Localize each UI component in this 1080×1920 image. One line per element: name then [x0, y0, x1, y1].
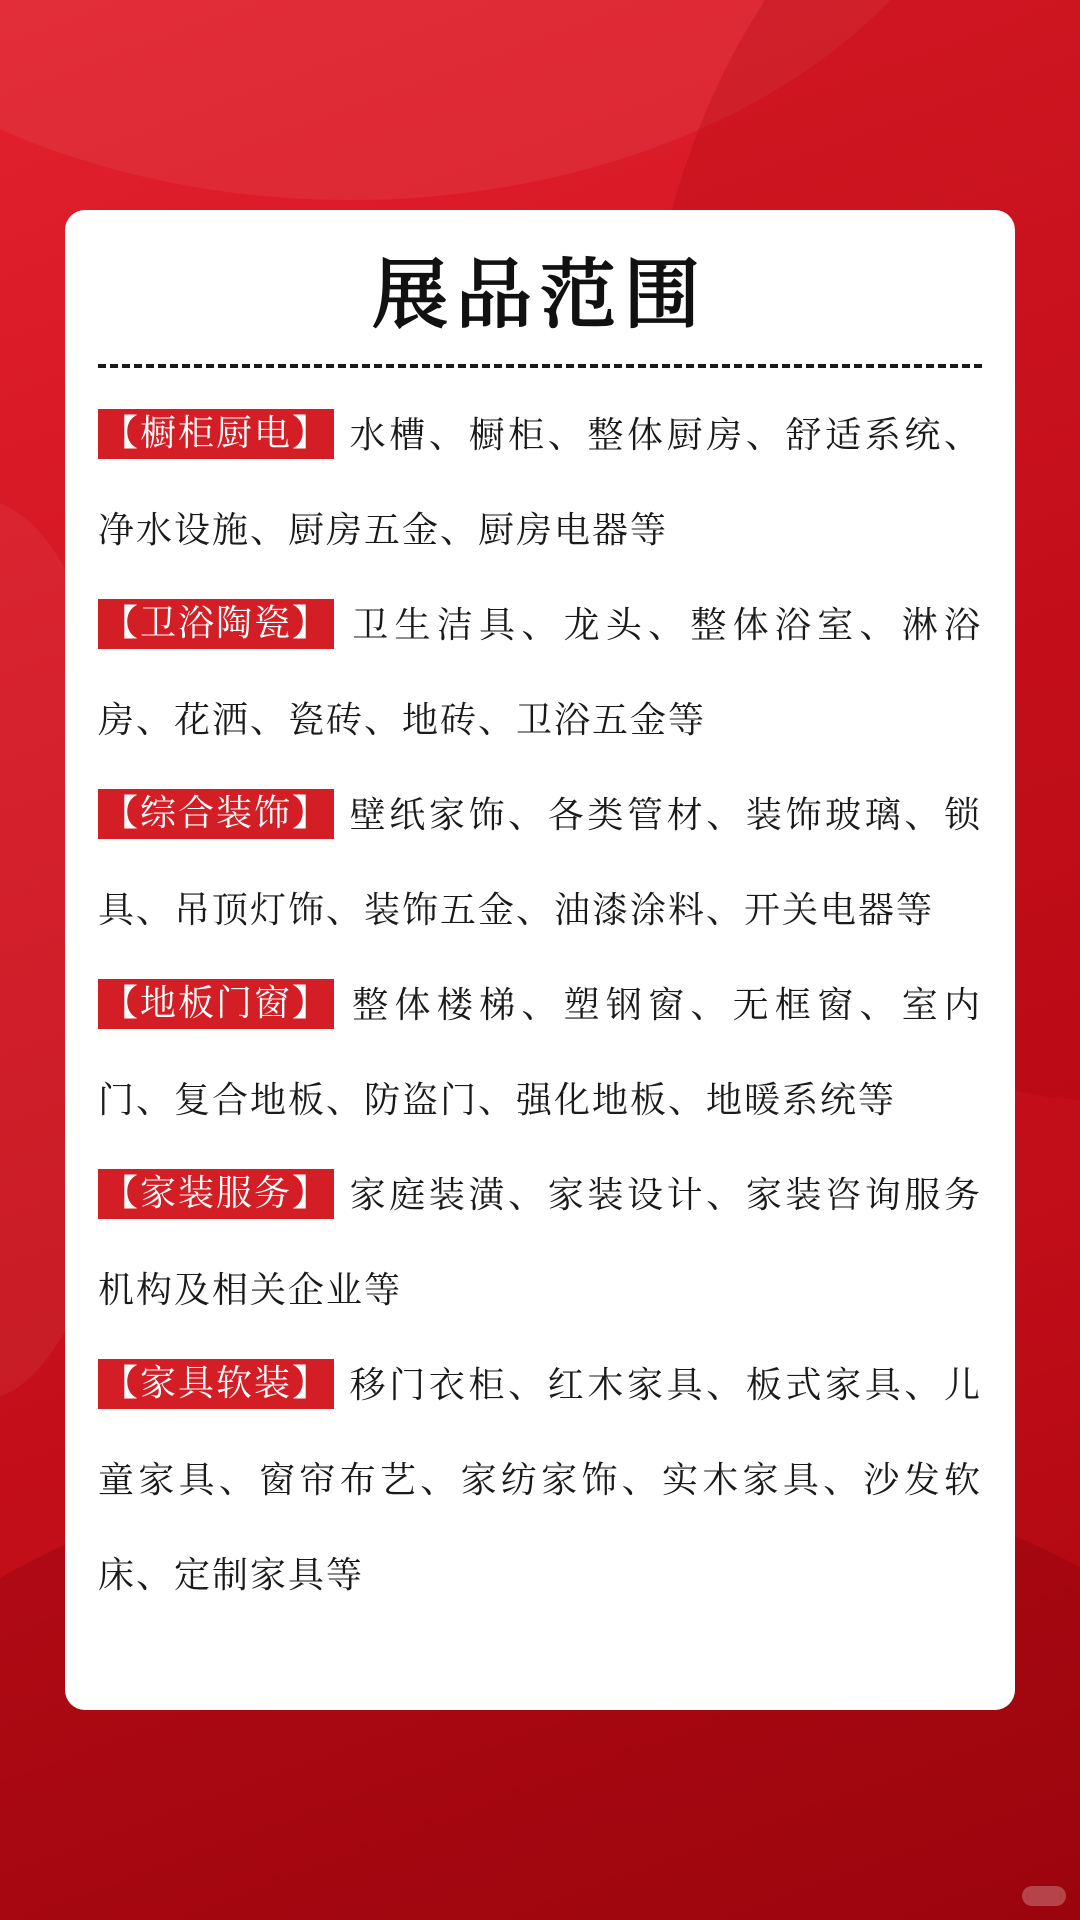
category-items: 壁纸家饰、各类管材、装饰玻璃、锁具、吊顶灯饰、装饰五金、油漆涂料、开关电器等: [98, 795, 982, 931]
category-text: [98, 768, 982, 958]
category-items: 整体楼梯、塑钢窗、无框窗、室内门、复合地板、防盗门、强化地板、地暖系统等: [98, 985, 982, 1121]
category-list: [98, 388, 982, 1623]
category-tag: 【家具软装】: [98, 1359, 334, 1409]
category-item: [98, 1338, 982, 1623]
category-text: [98, 578, 982, 768]
category-items: 家庭装潢、家装设计、家装咨询服务机构及相关企业等: [98, 1175, 982, 1311]
exhibit-scope-card: [65, 210, 1015, 1710]
category-text: [98, 958, 982, 1148]
category-items: 卫生洁具、龙头、整体浴室、淋浴房、花洒、瓷砖、地砖、卫浴五金等: [98, 605, 982, 741]
category-items: 移门衣柜、红木家具、板式家具、儿童家具、窗帘布艺、家纺家饰、实木家具、沙发软床、定制家具等: [98, 1365, 982, 1596]
category-items: 水槽、橱柜、整体厨房、舒适系统、净水设施、厨房五金、厨房电器等: [98, 415, 982, 551]
dashed-divider: [98, 364, 982, 368]
page-title: 展品范围: [372, 250, 708, 339]
category-tag: 【卫浴陶瓷】: [98, 599, 334, 649]
category-item: [98, 1148, 982, 1338]
category-text: [98, 1148, 982, 1338]
category-tag: 【橱柜厨电】: [98, 409, 334, 459]
category-item: [98, 958, 982, 1148]
category-item: [98, 388, 982, 578]
category-tag: 【综合装饰】: [98, 789, 334, 839]
category-item: [98, 768, 982, 958]
watermark: [1022, 1886, 1066, 1906]
category-item: [98, 578, 982, 768]
category-text: [98, 388, 982, 578]
category-text: [98, 1338, 982, 1623]
category-tag: 【家装服务】: [98, 1169, 334, 1219]
category-tag: 【地板门窗】: [98, 979, 334, 1029]
